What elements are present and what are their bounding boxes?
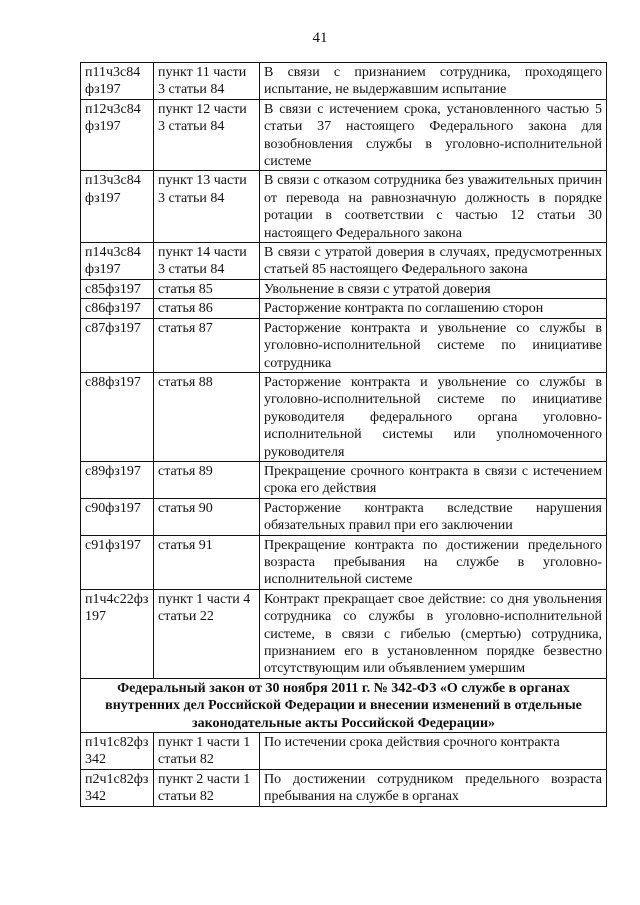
table-row [81, 99, 607, 171]
description-cell: Контракт прекращает свое действие: со дня увольнения сотрудника со службы в уголовно-исполнительной системе, в связи с гибелью (смертью) сотрудника, признанием его в установленном порядке безвестно отсутствующим или объявлением умершим [260, 589, 607, 678]
article-ref-cell: пункт 14 части 3 статьи 84 [154, 243, 260, 280]
code-cell: п2ч1с82фз342 [81, 769, 154, 806]
table-row [81, 733, 607, 770]
code-cell: п13ч3с84фз197 [81, 171, 154, 243]
code-cell: п14ч3с84фз197 [81, 243, 154, 280]
code-cell: п1ч1с82фз342 [81, 733, 154, 770]
description-cell: По истечении срока действия срочного контракта [260, 733, 607, 770]
description-cell: Расторжение контракта и увольнение со службы в уголовно-исполнительной системе по инициативе руководителя федерального органа уголовно-исполнительной системы или уполномоченного руководителя [260, 372, 607, 461]
article-ref-cell: статья 86 [154, 299, 260, 318]
article-ref-cell: пункт 12 части 3 статьи 84 [154, 99, 260, 171]
code-cell: п12ч3с84фз197 [81, 99, 154, 171]
table-row [81, 171, 607, 243]
table-row [81, 498, 607, 535]
article-ref-cell: пункт 11 части 3 статьи 84 [154, 63, 260, 100]
description-cell: В связи с истечением срока, установленного частью 5 статьи 37 настоящего Федерального закона для возобновления службы в уголовно-исполнительной системе [260, 99, 607, 171]
table-row [81, 535, 607, 589]
article-ref-cell: статья 88 [154, 372, 260, 461]
code-cell: п11ч3с84фз197 [81, 63, 154, 100]
article-ref-cell: пункт 13 части 3 статьи 84 [154, 171, 260, 243]
code-cell: с85фз197 [81, 279, 154, 298]
section-header-row [81, 678, 607, 732]
description-cell: Увольнение в связи с утратой доверия [260, 279, 607, 298]
page-number: 41 [312, 30, 328, 46]
article-ref-cell: статья 89 [154, 461, 260, 498]
description-cell: Прекращение срочного контракта в связи с истечением срока его действия [260, 461, 607, 498]
code-cell: с88фз197 [81, 372, 154, 461]
article-ref-cell: статья 87 [154, 318, 260, 372]
description-cell: Прекращение контракта по достижении предельного возраста пребывания на службе в уголовно-исполнительной системе [260, 535, 607, 589]
code-cell: с86фз197 [81, 299, 154, 318]
table-row [81, 769, 607, 806]
code-cell: с91фз197 [81, 535, 154, 589]
table-row [81, 63, 607, 100]
code-cell: с89фз197 [81, 461, 154, 498]
article-ref-cell: статья 85 [154, 279, 260, 298]
table-row [81, 299, 607, 318]
description-cell: В связи с утратой доверия в случаях, предусмотренных статьей 85 настоящего Федерального закона [260, 243, 607, 280]
description-cell: Расторжение контракта по соглашению сторон [260, 299, 607, 318]
code-cell: с87фз197 [81, 318, 154, 372]
description-cell: В связи с признанием сотрудника, проходящего испытание, не выдержавшим испытание [260, 63, 607, 100]
dismissal-codes-table [80, 62, 607, 807]
description-cell: Расторжение контракта и увольнение со службы в уголовно-исполнительной системе по инициативе сотрудника [260, 318, 607, 372]
description-cell: В связи с отказом сотрудника без уважительных причин от перевода на равнозначную должность в порядке ротации в соответствии с частью 12 статьи 30 настоящего Федерального закона [260, 171, 607, 243]
article-ref-cell: статья 91 [154, 535, 260, 589]
table-row [81, 243, 607, 280]
law-section-title: Федеральный закон от 30 ноября 2011 г. № 342-ФЗ «О службе в органах внутренних дел Российской Федерации и внесении изменений в отдельные законодательные акты Российской Федерации» [81, 678, 607, 732]
article-ref-cell: пункт 1 части 4 статьи 22 [154, 589, 260, 678]
article-ref-cell: пункт 1 части 1 статьи 82 [154, 733, 260, 770]
table-row [81, 372, 607, 461]
article-ref-cell: статья 90 [154, 498, 260, 535]
code-cell: с90фз197 [81, 498, 154, 535]
description-cell: Расторжение контракта вследствие нарушения обязательных правил при его заключении [260, 498, 607, 535]
code-cell: п1ч4с22фз197 [81, 589, 154, 678]
table-row [81, 461, 607, 498]
table-row [81, 589, 607, 678]
article-ref-cell: пункт 2 части 1 статьи 82 [154, 769, 260, 806]
table-row [81, 279, 607, 298]
table-row [81, 318, 607, 372]
description-cell: По достижении сотрудником предельного возраста пребывания на службе в органах [260, 769, 607, 806]
